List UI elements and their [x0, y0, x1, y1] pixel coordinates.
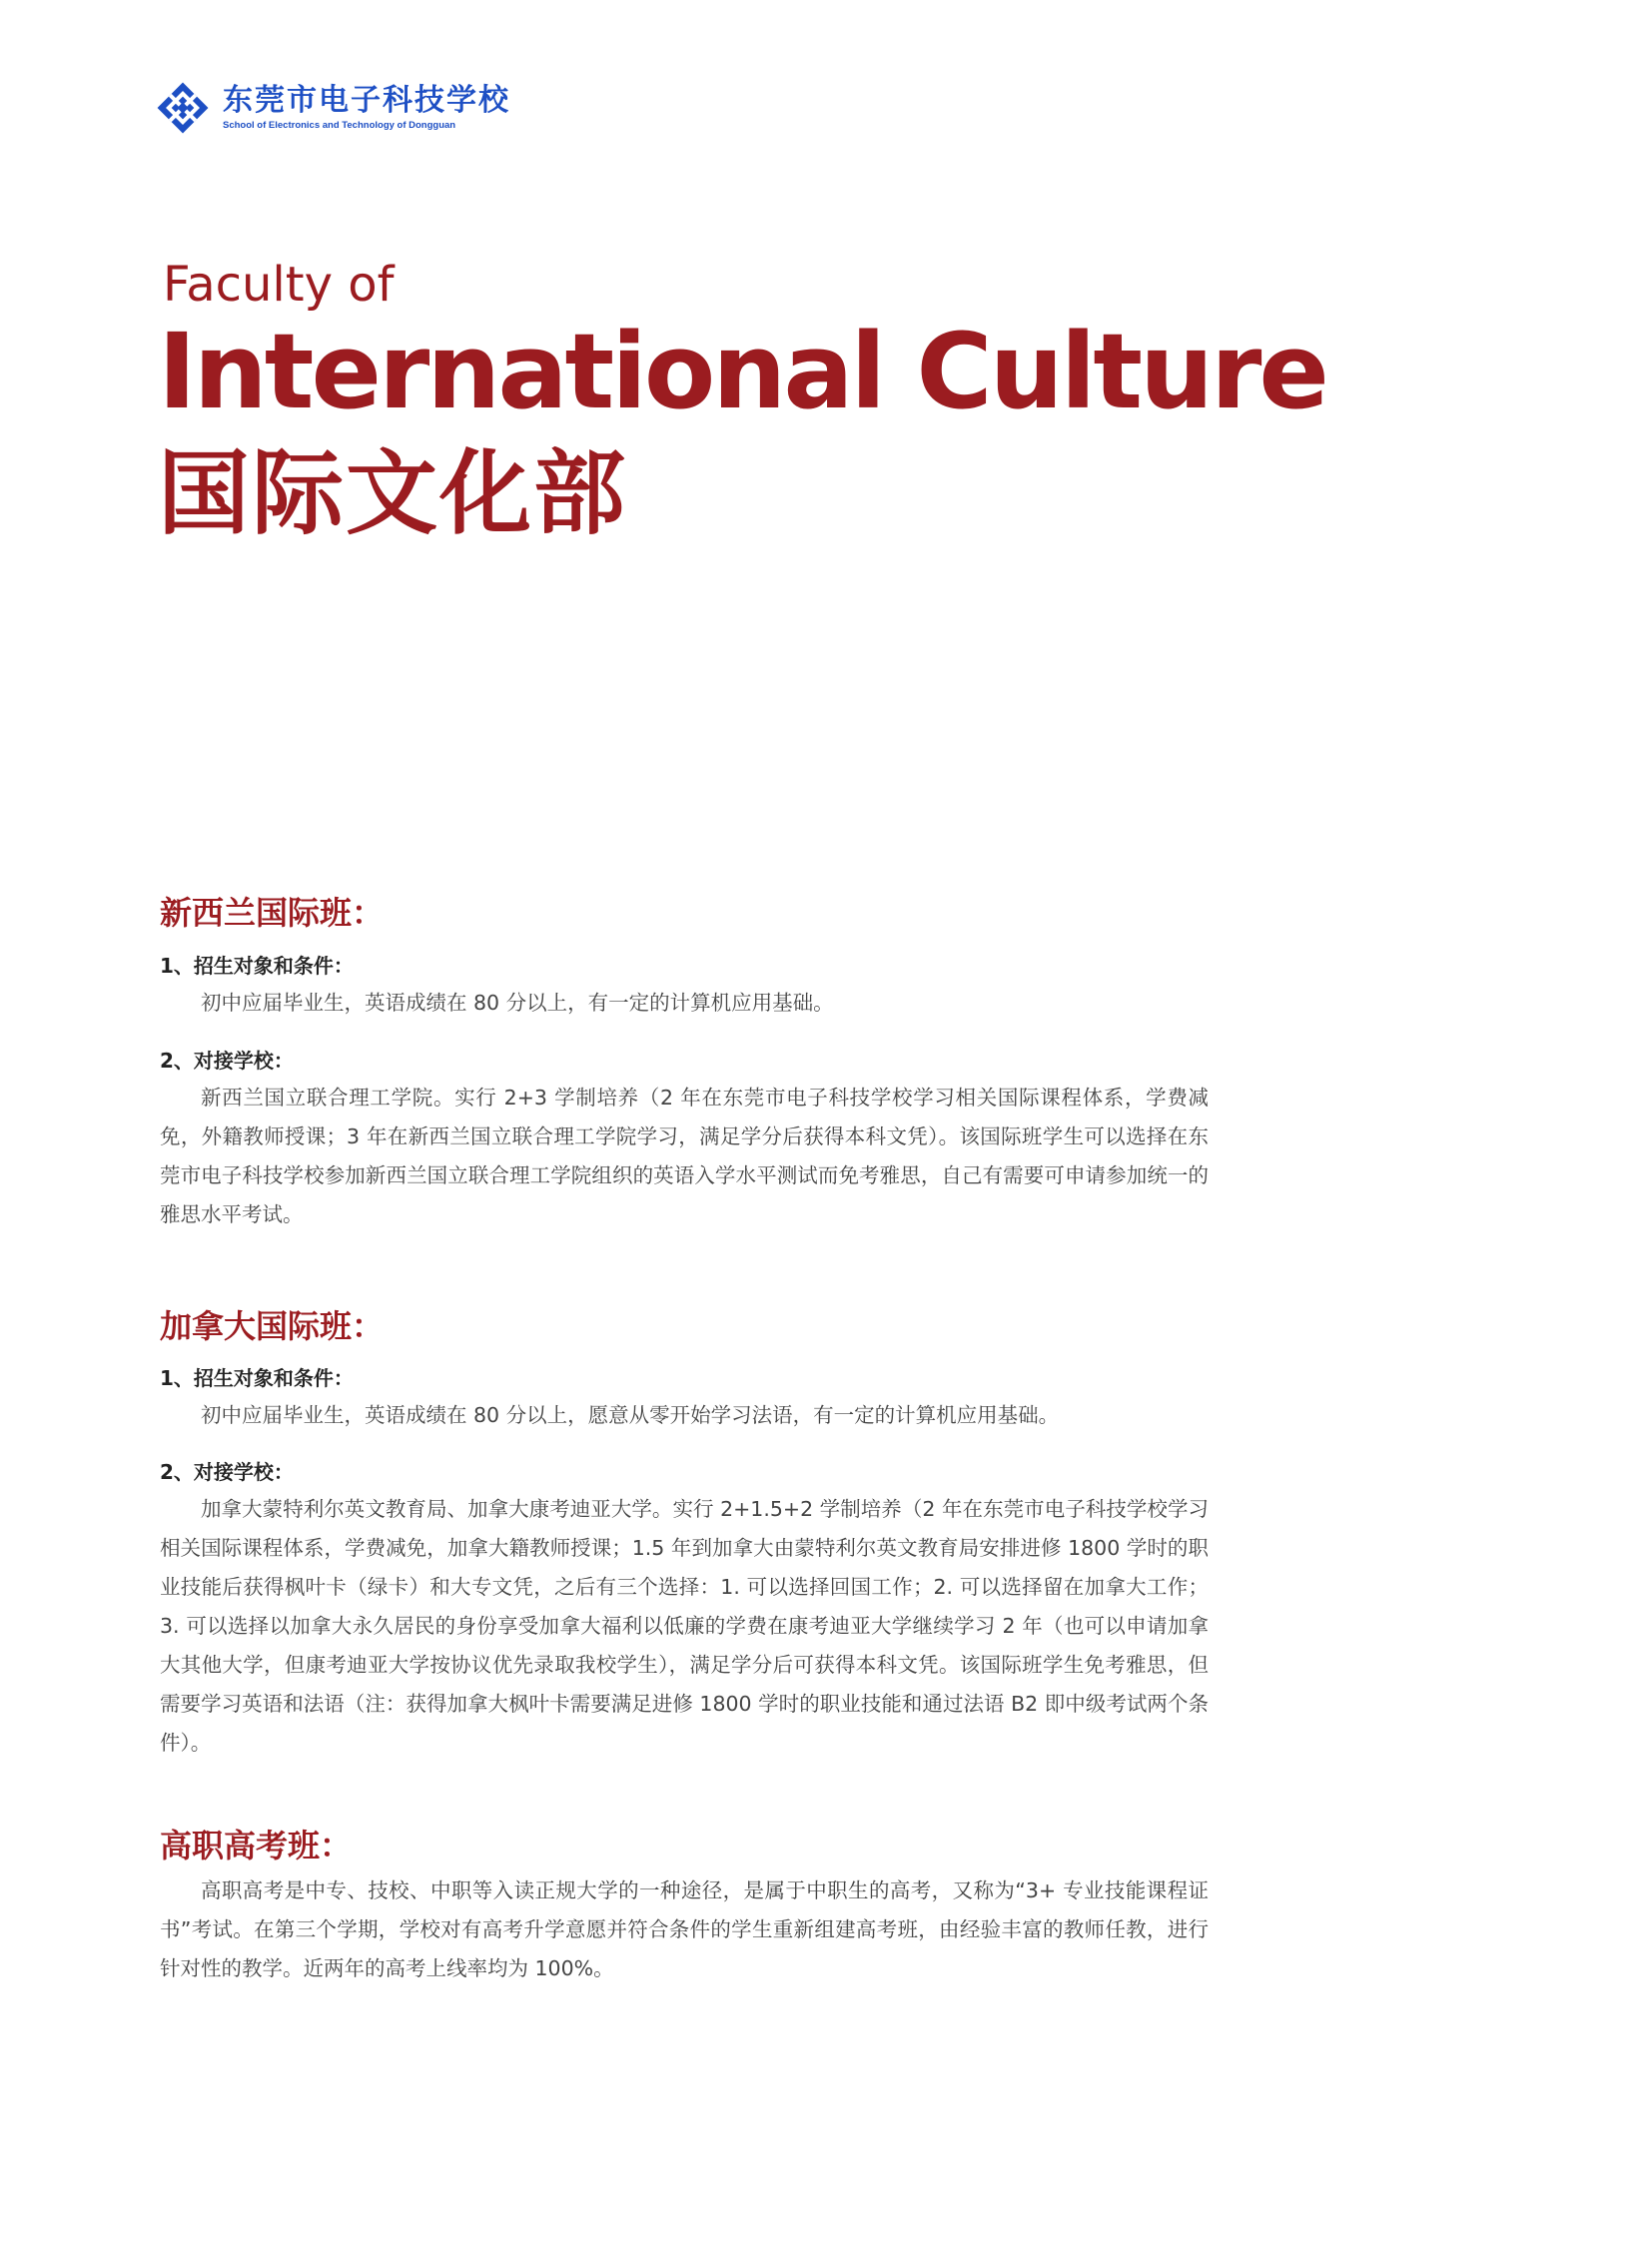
paragraph-partner-school: 新西兰国立联合理工学院。实行 2+3 学制培养（2 年在东莞市电子科技学校学习相关国际课程体系，学费减免，外籍教师授课；3 年在新西兰国立联合理工学院学习，满足学分后获得本科文凭）。该国际班学生可以选择在东莞市电子科技学校参加新西兰国立联合理工学院组织的英语入学水平测试而免考雅思，自己有需要可申请参加统一的雅思水平考试。 [160, 1086, 1209, 1226]
paragraph-college-exam: 高职高考是中专、技校、中职等入读正规大学的一种途径，是属于中职生的高考，又称为“3+ 专业技能课程证书”考试。在第三个学期，学校对有高考升学意愿并符合条件的学生重新组建高考班，由经验丰富的教师任教，进行针对性的教学。近两年的高考上线率均为 100%。 [160, 1878, 1209, 1980]
school-logo [155, 80, 510, 136]
title-faculty-of: Faculty of [163, 257, 395, 313]
school-name-en: School of Electronics and Technology of Dongguan [223, 120, 456, 131]
subheading-enrollment: 1、招生对象和条件： [160, 954, 354, 978]
school-name [223, 84, 510, 132]
school-name-cn: 东莞市电子科技学校 [223, 83, 510, 118]
section-heading-college-exam: 高职高考班： [160, 1827, 353, 1865]
paragraph-enrollment: 初中应届毕业生，英语成绩在 80 分以上，有一定的计算机应用基础。 [201, 991, 834, 1015]
title-chinese: 国际文化部 [158, 440, 628, 547]
paragraph-enrollment: 初中应届毕业生，英语成绩在 80 分以上，愿意从零开始学习法语，有一定的计算机应用基础。 [201, 1403, 1060, 1427]
subheading-partner-school: 2、对接学校： [160, 1049, 294, 1073]
section-heading-canada: 加拿大国际班： [160, 1307, 385, 1345]
section-heading-new-zealand: 新西兰国际班： [160, 894, 385, 932]
title-international-culture: International Culture [158, 311, 1326, 432]
subheading-enrollment: 1、招生对象和条件： [160, 1366, 354, 1390]
subheading-partner-school: 2、对接学校： [160, 1460, 294, 1484]
paragraph-partner-school: 加拿大蒙特利尔英文教育局、加拿大康考迪亚大学。实行 2+1.5+2 学制培养（2 年在东莞市电子科技学校学习相关国际课程体系，学费减免，加拿大籍教师授课；1.5 年到加拿大由蒙特利尔英文教育局安排进修 1800 学时的职业技能后获得枫叶卡（绿卡）和大专文凭，之后有三个选择：1. 可以选择回国工作；2. 可以选择留在加拿大工作；3. 可以选择以加拿大永久居民的身份享受加拿大福利以低廉的学费在康考迪亚大学继续学习 2 年（也可以申请加拿大其他大学，但康考迪亚大学按协议优先录取我校学生），满足学分后可获得本科文凭。该国际班学生免考雅思，但需要学习英语和法语（注：获得加拿大枫叶卡需要满足进修 1800 学时的职业技能和通过法语 B2 即中级考试两个条件）。 [160, 1497, 1209, 1755]
school-emblem-icon [155, 80, 211, 136]
